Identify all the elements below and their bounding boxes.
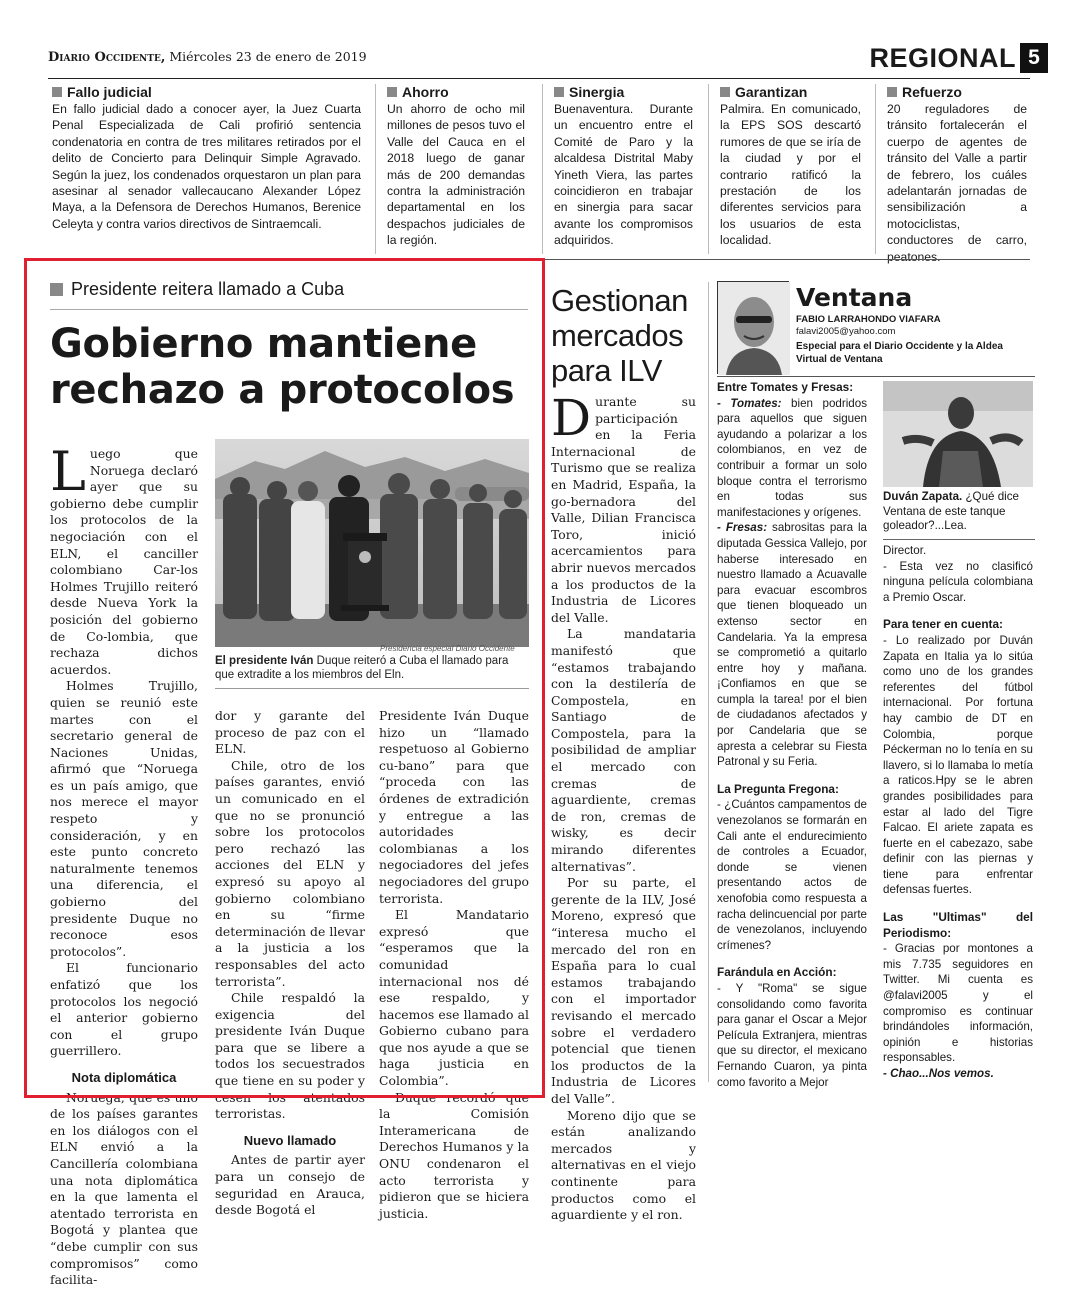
paragraph: La mandataria manifestó que “estamos trabajando con la destilería de Compostela, en Santiago de Compostela, para la posibilidad de ampliar el mercado con cremas de aguardiente, cremas de ron, cremas de wisky, es decir mirando diferentes alternativas”. [551,626,696,874]
ventana-column-1 [717,380,867,1089]
paragraph: urante su participación en la Feria Internacional de Turismo que se realiza en Madrid, España, la go-bernadora del Valle, Dilian Francisca Toro, inició acercamientos para abrir nuevos mercados a los productos de la Industria de Licores del Valle. [551,394,696,625]
item-text: - Esta vez no clasificó ninguna película colombiana a Premio Oscar. [883,559,1033,604]
column-divider [708,282,709,1082]
brief-garantizan [720,84,861,256]
paragraph: El Mandatario expresó que “esperamos que la comunidad internacional nos dé ese respaldo, y hacemos ese llamado al Gobierno cubano para que nos ayude a que se haga justicia en Colombia”. [379,907,529,1089]
column-author: FABIO LARRAHONDO VIAFARA [796,314,941,325]
paragraph: Chile, otro de los países garantes, envió un comunicado en el que no se pronunció sobre los protocolos pero rechazó las acciones del ELN y expresó su apoyo al gobierno colombiano en su “firme determinación de llevar a la justicia a los responsables del acto terrorista”. [215,757,365,989]
paragraph: Moreno dijo que se están analizando mercados y alternativas en el viejo continente para productos como el aguardiente y el ron. [551,1107,696,1223]
square-bullet-icon [720,87,730,97]
item-heading: Para tener en cuenta: [883,617,1003,632]
ventana-column-2 [883,543,1033,1085]
column-divider [375,84,376,254]
column-title: Ventana [796,283,913,312]
photo-credit: Presidencia especial Diario Occidente [380,644,515,653]
issue-date: Miércoles 23 de enero de 2019 [169,49,367,64]
brief-refuerzo [887,84,1027,264]
item-text: - Y "Roma" se sigue consolidando como favorita para ganar el Oscar a Mejor Película Extranjera, mientras que su director, el mexicano Fernando Cuaron, ya pinta como favorito a Mejor [717,981,867,1089]
paragraph: Chile respaldó la exigencia del presidente Iván Duque para que se libere a todos los secuestrados que tiene en su poder y cesen los atentados terroristas. [215,990,365,1122]
brief-title: Ahorro [387,84,525,100]
item-signoff: - Chao...Nos vemos. [883,1067,994,1080]
paragraph: Por su parte, el gerente de la ILV, José Moreno, expresó que “interesa mucho el mercado del ron en España para lo cual estamos trabajando con el importador revisando el mercado sobre el verdadero potencial que tienen los productos de la Industria de Licores del Valle”. [551,875,696,1106]
paragraph: Duque recordó que la Comisión Interamericana de Derechos Humanos y la ONU condenaron el acto terrorista y pidieron que se hiciera justicia. [379,1089,529,1221]
lead-kicker: Presidente reitera llamado a Cuba [50,279,344,300]
item-text: Director. [883,544,927,557]
column-divider [708,84,709,254]
drop-cap: D [551,389,592,447]
masthead-date-line [48,49,367,65]
caption-rule [883,539,1035,540]
square-bullet-icon [887,87,897,97]
lead-headline: Gobierno mantiene rechazo a protocolos [50,321,515,413]
brief-text: 20 reguladores de tránsito fortalecerán el cuerpo de agentes de tránsito del Valle a partir de febrero, los cuáles adelantarán jornadas de sensibilización a motociclistas, conductores de carro, peatones. [887,102,1027,264]
column-divider [875,84,876,254]
subheading: Nota diplomática [71,1069,177,1085]
brief-text: Buenaventura. Durante un encuentro entre el Comité de Paro y la alcaldesa Distrital Maby Yineth Viera, las partes coincidieron en trabajar en sinergia para sacar avante los compromisos adquiridos. [554,102,693,248]
zapata-caption: Duván Zapata. ¿Qué dice Ventana de este tanque goleador?...Lea. [883,490,1019,533]
author-email: falavi2005@yahoo.com [796,326,896,337]
page-number: 5 [1020,43,1048,73]
item-heading: Farándula en Acción: [717,965,837,980]
masthead-rule [48,78,1030,79]
paragraph: El funcionario enfatizó que los protocolos los negoció el anterior gobierno con el grupo guerrillero. [50,960,198,1059]
columnist-portrait [717,281,789,374]
item-text: - Fresas: sabrositas para la diputada Gessica Vallejo, por haberse interesado en nuestro llamado a Acuavalle para evacuar escombros que tienen bloqueado un extenso sector en Candelaria. Ya la empresa se comprometió a quitarlo entre hoy y mañana. ¡Confiamos en que se cumpla la tarea! por el bien de ciudadanos afectados y por Candelaria que se apresta a celebrar su Fiesta Patronal y su Feria. [717,521,867,769]
middle-headline: Gestionan mercados para ILV [551,283,688,388]
paragraph: uego que Noruega declaró ayer que su gobierno debe cumplir los protocolos de la negociación con el ELN, el canciller colombiano Car-los Holmes Trujillo reiteró desde Nueva York la posición del gobierno de Co-lombia, que rechaza dichos acuerdos. [50,446,198,677]
brief-title: Sinergia [554,84,693,100]
brief-title: Garantizan [720,84,861,100]
square-bullet-icon [554,87,564,97]
subheading: Nuevo llamado [243,1132,337,1148]
square-bullet-icon [52,87,62,97]
item-text: - Lo realizado por Duván Zapata en Italia ya lo sitúa como uno de los grandes referentes del fútbol internacional. Por fortuna hay cambio de DT en Colombia, porque Péckerman no lo tenía en su llavero, si lo llamaba lo metía a raticos.Hpy se le abren grandes posibilidades para estar al lado del Tigre Falcao. El ariete zapata es fuerte en el cabezazo, sabe definir con las piernas y tiene para enfrentar defensas fuertes. [883,633,1033,897]
brief-title: Fallo judicial [52,84,361,100]
item-text: - ¿Cuántos campamentos de venezolanos se formarán en Cali ante el endurecimiento de controles a Ecuador, donde se vienen presentando actos de xenofobia como respuesta a racha delincuencial por parte de venezolanos, incluyendo crímenes? [717,798,867,952]
paragraph: Antes de partir ayer para un consejo de seguridad en Arauca, desde Bogotá el [215,1152,365,1218]
paragraph: Noruega, que es uno de los países garantes en los diálogos con el ELN envió a la Cancillería colombiana una nota diplomática en la que lamenta el atentado terrorista en Bogotá y plantea que “debe cumplir con sus compromisos” como facilita- [50,1089,198,1288]
footballer-photo [883,381,1033,487]
item-text: - Gracias por montones a mis 7.735 seguidores en Twitter. Mi cuenta es @falavi2005 y el compromiso es continuar brindándoles información, opinión e historias responsables. [883,942,1033,1065]
paragraph: dor y garante del proceso de paz con el ELN. [215,708,365,757]
brief-fallo-judicial [52,84,361,256]
paragraph: Holmes Trujillo, quien se reunió este martes con el secretario general de Naciones Unidas, afirmó que “Noruega es un país amigo, que nos merece el mayor respeto y consideración, y en este punto concreto naturalmente tenemos una diferencia, el gobierno del presidente Duque no reconoce esos protocolos”. [50,678,198,959]
item-text: - Tomates: bien podridos para aquellos que siguen ayudando a polarizar a los colombianos, en vez de contribuir a formar un solo bloque contra el terrorismo en todas sus manifestaciones y orígenes. [717,396,867,519]
brief-ahorro [387,84,525,256]
drop-cap: L [50,440,86,503]
column-credit: Especial para el Diario Occidente y la Aldea Virtual de Ventana [796,341,1003,365]
paragraph: Presidente Iván Duque hizo un “llamado respetuoso al Gobierno cu-bano” para que “proceda con las órdenes de extradición y entregue a las autoridades colombianas a los negociadores del jefes negociadores del grupo terrorista. [379,708,529,906]
columnist-photo [718,282,790,375]
photo-caption: El presidente Iván Duque reiteró a Cuba el llamado para que extradite a los miembros del Eln. [215,655,509,681]
middle-column [551,389,696,1223]
brief-text: Palmira. En comunicado, la EPS SOS descartó rumores de que se iría de la ciudad y por el contrario ratificó la prestación de los diferentes servicios para los usuarios de esta localidad. [720,102,861,248]
column-rule [717,376,1035,377]
highlight-frame [24,258,545,1098]
item-heading: La Pregunta Fregona: [717,781,839,796]
brief-title: Refuerzo [887,84,1027,100]
masthead [48,43,1048,76]
paper-name: Diario Occidente, [48,50,166,65]
column-divider [542,84,543,254]
brief-text: En fallo judicial dado a conocer ayer, la Juez Cuarta Penal Especializada de Cali profirió sentencia condenatoria en contra de tres militares retirados por el delito de Concierto para Delinquir Simple Agravado. Según la juez, los condenados orquestaron un plan para asesinar al senador vallecaucano Alexander López Maya, a la Defensora de Derechos Humanos, Berenice Celeyta y contra varios directivos de Sintraemcali. [52,102,361,231]
section-title: REGIONAL [869,43,1016,73]
zapata-photo [883,381,1033,487]
item-heading: Entre Tomates y Fresas: [717,380,854,394]
brief-text: Un ahorro de ocho mil millones de pesos tuvo el Valle del Cauca en el 2018 luego de ganar más de 200 demandas contra la administración departamental en los despachos judiciales de la región. [387,102,525,248]
item-heading: Las "Ultimas" del Periodismo: [883,910,1033,940]
square-bullet-icon [387,87,397,97]
brief-sinergia [554,84,693,256]
